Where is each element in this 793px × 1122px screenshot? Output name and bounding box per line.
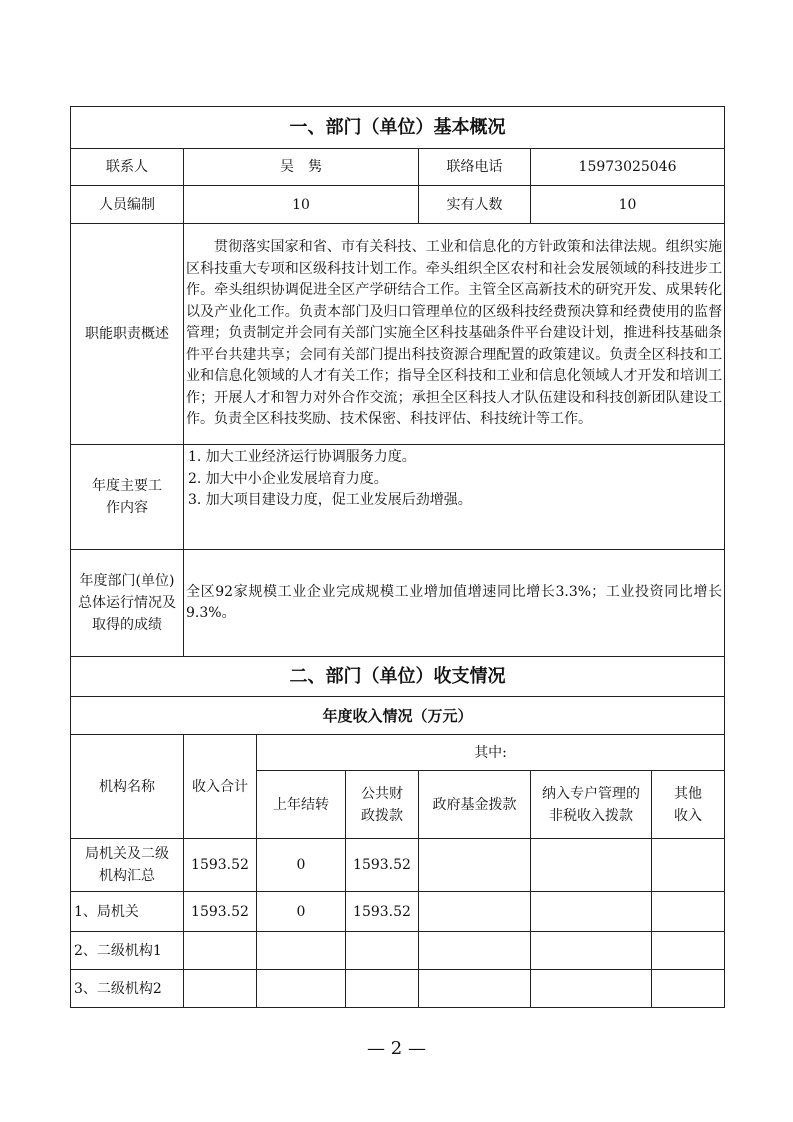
- results-label: 年度部门(单位)总体运行情况及取得的成绩: [71, 550, 184, 657]
- section1-title: 一、部门（单位）基本概况: [71, 107, 725, 149]
- row-name: 局机关及二级机构汇总: [71, 839, 184, 892]
- duties-label: 职能职责概述: [71, 224, 184, 445]
- row-prev: [257, 970, 346, 1008]
- row-other: [652, 892, 725, 932]
- actual-staff-label: 实有人数: [419, 186, 531, 224]
- row-fund: [419, 970, 531, 1008]
- col-total-header: 收入合计: [184, 735, 257, 839]
- row-other: [652, 932, 725, 970]
- row-total: [184, 932, 257, 970]
- contact-value: 吴 隽: [184, 149, 419, 186]
- row-other: [652, 970, 725, 1008]
- row-total: 1593.52: [184, 839, 257, 892]
- row-fund: [419, 839, 531, 892]
- row-prev: 0: [257, 839, 346, 892]
- row-nontax: [531, 839, 652, 892]
- annual-work-list: [184, 445, 725, 550]
- row-public: 1593.52: [346, 892, 419, 932]
- annual-work-label: 年度主要工作内容: [71, 445, 184, 550]
- row-fund: [419, 892, 531, 932]
- contact-label: 联系人: [71, 149, 184, 186]
- row-prev: [257, 932, 346, 970]
- annual-work-item: 1. 加大工业经济运行协调服务力度。: [188, 449, 416, 465]
- col-nontax-header: 纳入专户管理的非税收入拨款: [531, 771, 652, 839]
- row-name: 1、局机关: [71, 892, 184, 932]
- row-fund: [419, 932, 531, 970]
- row-nontax: [531, 932, 652, 970]
- row-prev: 0: [257, 892, 346, 932]
- phone-value: 15973025046: [531, 149, 725, 186]
- row-total: [184, 970, 257, 1008]
- section2-title: 二、部门（单位）收支情况: [71, 657, 725, 697]
- page-number: — 2 —: [367, 1038, 426, 1059]
- row-nontax: [531, 970, 652, 1008]
- row-name: 3、二级机构2: [71, 970, 184, 1008]
- table-row: [71, 892, 725, 932]
- table-row: [71, 932, 725, 970]
- row-nontax: [531, 892, 652, 932]
- income-title: 年度收入情况（万元）: [71, 697, 725, 735]
- phone-label: 联络电话: [419, 149, 531, 186]
- row-public: [346, 970, 419, 1008]
- actual-staff-value: 10: [531, 186, 725, 224]
- col-other-header: 其他收入: [652, 771, 725, 839]
- staff-quota-label: 人员编制: [71, 186, 184, 224]
- annual-work-item: 2. 加大中小企业发展培育力度。: [188, 470, 388, 487]
- table-row: [71, 839, 725, 892]
- col-public-finance-header: 公共财政拨款: [346, 771, 419, 839]
- col-prev-year-header: 上年结转: [257, 771, 346, 839]
- budget-form: [70, 106, 724, 1008]
- row-name: 2、二级机构1: [71, 932, 184, 970]
- results-text: 全区92家规模工业企业完成规模工业增加值增速同比增长3.3%；工业投资同比增长9.3%。: [184, 550, 725, 657]
- staff-quota-value: 10: [184, 186, 419, 224]
- col-gov-fund-header: 政府基金拨款: [419, 771, 531, 839]
- col-org-header: 机构名称: [71, 735, 184, 839]
- row-total: 1593.52: [184, 892, 257, 932]
- form-table: [70, 106, 725, 1008]
- row-other: [652, 839, 725, 892]
- row-public: 1593.52: [346, 839, 419, 892]
- table-row: [71, 970, 725, 1008]
- duties-text: 贯彻落实国家和省、市有关科技、工业和信息化的方针政策和法律法规。组织实施区科技重大专项和区级科技计划工作。牵头组织全区农村和社会发展领域的科技进步工作。牵头组织协调促进全区产学研结合工作。主管全区高新技术的研究开发、成果转化以及产业化工作。负责本部门及归口管理单位的区级科技经费预决算和经费使用的监督管理；负责制定并会同有关部门实施全区科技基础条件平台建设计划，推进科技基础条件平台共建共享；会同有关部门提出科技资源合理配置的政策建议。负责全区科技和工业和信息化领域的人才有关工作；指导全区科技和工业和信息化领域人才开发和培训工作；开展人才和智力对外合作交流；承担全区科技人才队伍建设和科技创新团队建设工作。负责全区科技奖励、技术保密、科技评估、科技统计等工作。: [184, 224, 725, 445]
- col-of-which-header: 其中:: [257, 735, 725, 771]
- annual-work-item: 3. 加大项目建设力度，促工业发展后劲增强。: [188, 492, 472, 508]
- row-public: [346, 932, 419, 970]
